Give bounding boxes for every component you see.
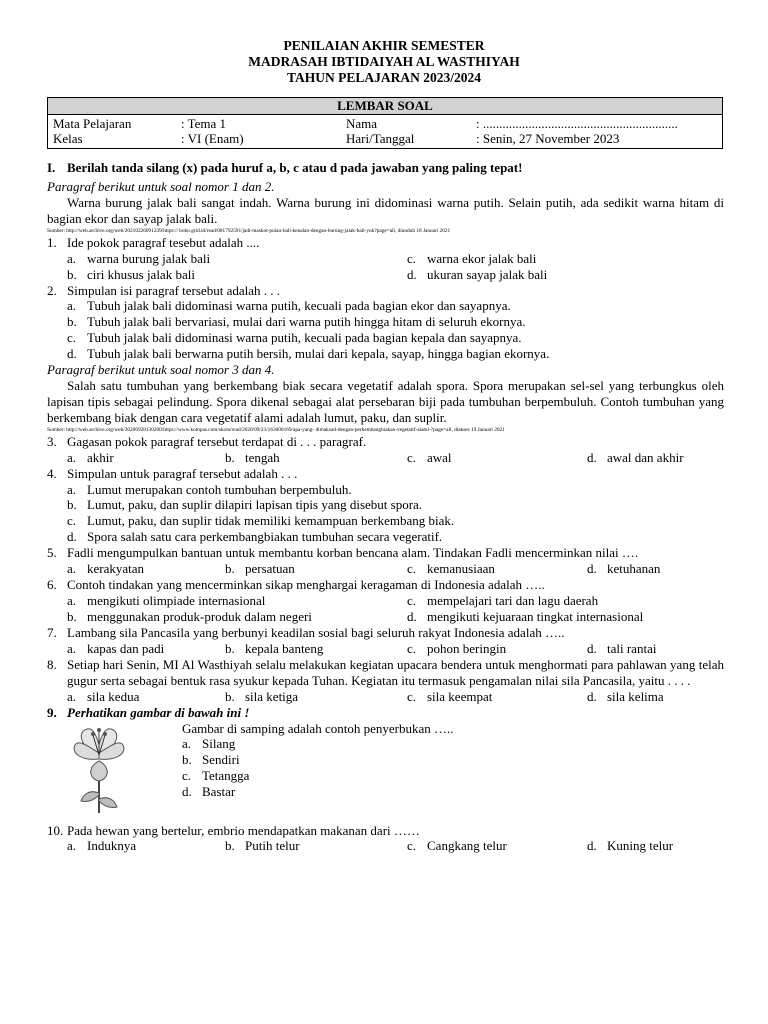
options-row: [47, 593, 724, 609]
question-number: 9.: [47, 704, 57, 720]
flower-image: [69, 723, 129, 815]
option-c[interactable]: c. mempelajari tari dan lagu daerah: [407, 592, 599, 608]
question-text: Fadli mengumpulkan bantuan untuk membantu korban bencana alam. Tindakan Fadli mencerminkan nilai ….: [67, 545, 639, 561]
subject-value: : Tema 1: [181, 116, 227, 131]
passage2-text: Salah satu tumbuhan yang berkembang biak secara vegetatif adalah spora. Spora merupakan sel-sel yang terbungkus oleh lapisan tipis sebagai pelindung. Spora dikenal sebagai alat persebaran biji pada tumbuhan berpembuluh. Contoh tumbuhan yang berkembang biak dengan cara vegetatif alami adalah lumut, paku, dan suplir.: [47, 377, 724, 425]
section-instruction: [47, 160, 724, 176]
options-row: [47, 838, 724, 854]
option-c[interactable]: c. Cangkang telur: [407, 838, 507, 854]
academic-year: TAHUN PELAJARAN 2023/2024: [286, 70, 481, 85]
question-number: 10.: [47, 822, 64, 838]
option-b[interactable]: b. persatuan: [225, 561, 295, 577]
option-b[interactable]: b. kepala banteng: [225, 640, 324, 656]
options-row: [47, 689, 724, 705]
question-10: [47, 823, 724, 839]
question-number: 3.: [47, 433, 57, 449]
date-label: Hari/Tanggal: [346, 131, 415, 146]
passage1-intro: Paragraf berikut untuk soal nomor 1 dan 2.: [47, 178, 275, 194]
option-d[interactable]: d. tali rantai: [587, 640, 657, 656]
option-d[interactable]: d. Tubuh jalak bali berwarna putih bersih, mulai dari kepala, sayap, hingga bagian ekornya.: [67, 346, 550, 362]
option-a[interactable]: a. Tubuh jalak bali didominasi warna putih, kecuali pada bagian ekor dan sayapnya.: [67, 298, 511, 314]
question-number: 7.: [47, 624, 57, 640]
question-9-subtext: Gambar di samping adalah contoh penyerbukan …..: [182, 720, 454, 736]
question-2: [47, 283, 724, 299]
option-d[interactable]: d. ukuran sayap jalak bali: [407, 266, 548, 282]
question-8: [47, 657, 724, 689]
option-b[interactable]: b. Putih telur: [225, 838, 300, 854]
section-number: I.: [47, 160, 56, 175]
class-value: : VI (Enam): [181, 131, 244, 146]
question-number: 6.: [47, 577, 57, 593]
options-row: [47, 561, 724, 577]
name-label: Nama: [346, 116, 378, 131]
question-text: Lambang sila Pancasila yang berbunyi keadilan sosial bagi seluruh rakyat Indonesia adalah …..: [67, 624, 565, 640]
question-number: 1.: [47, 234, 57, 250]
option-a[interactable]: a. Silang: [182, 736, 236, 752]
option-d[interactable]: d. awal dan akhir: [587, 449, 684, 465]
option-b[interactable]: b. Sendiri: [182, 752, 240, 768]
option-c[interactable]: c. kemanusiaan: [407, 561, 495, 577]
option-c[interactable]: c. Tetangga: [182, 768, 250, 784]
date-value: : Senin, 27 November 2023: [476, 131, 620, 146]
question-9-options: [182, 721, 453, 801]
option-a[interactable]: a. akhir: [67, 449, 114, 465]
question-sheet-title: LEMBAR SOAL: [48, 98, 722, 115]
option-a[interactable]: a. sila kedua: [67, 688, 140, 704]
options-row: [47, 450, 724, 466]
exam-header: [0, 0, 768, 86]
option-c[interactable]: c. warna ekor jalak bali: [407, 250, 537, 266]
question-3: [47, 434, 724, 450]
question-6: [47, 577, 724, 593]
options-row: [47, 641, 724, 657]
option-b[interactable]: b. Tubuh jalak bali bervariasi, mulai dari warna putih hingga hitam di seluruh ekornya.: [67, 314, 526, 330]
question-9: [47, 705, 724, 721]
question-number: 2.: [47, 282, 57, 298]
school-name: MADRASAH IBTIDAIYAH AL WASTHIYAH: [248, 54, 520, 69]
option-b[interactable]: b. menggunakan produk-produk dalam negeri: [67, 608, 312, 624]
option-d[interactable]: d. mengikuti kejuaraan tingkat internasional: [407, 608, 644, 624]
option-c[interactable]: c. Tubuh jalak bali didominasi warna putih, kecuali pada bagian kepala dan sayapnya.: [67, 330, 522, 346]
question-7: [47, 625, 724, 641]
option-c[interactable]: c. sila keempat: [407, 688, 493, 704]
question-text: Simpulan untuk paragraf tersebut adalah . . .: [67, 465, 298, 481]
option-d[interactable]: d. Kuning telur: [587, 838, 674, 854]
instruction-text: Berilah tanda silang (x) pada huruf a, b, c atau d pada jawaban yang paling tepat!: [67, 160, 523, 175]
question-text: Pada hewan yang bertelur, embrio mendapatkan makanan dari ……: [67, 822, 420, 838]
header-title: PENILAIAN AKHIR SEMESTER: [283, 38, 485, 53]
option-c[interactable]: c. pohon beringin: [407, 640, 507, 656]
option-c[interactable]: c. awal: [407, 449, 452, 465]
name-field[interactable]: : ............................................................: [476, 116, 678, 131]
question-number: 8.: [47, 656, 57, 672]
question-4: [47, 466, 724, 482]
option-d[interactable]: d. sila kelima: [587, 688, 664, 704]
option-c[interactable]: c. Lumut, paku, dan suplir tidak memiliki kemampuan berkembang biak.: [67, 513, 455, 529]
option-b[interactable]: b. sila ketiga: [225, 688, 299, 704]
question-1: [47, 235, 724, 251]
sheet-row-subject: [48, 116, 722, 131]
option-b[interactable]: b. tengah: [225, 449, 280, 465]
option-d[interactable]: d. Bastar: [182, 784, 236, 800]
question-text: Gagasan pokok paragraf tersebut terdapat di . . . paragraf.: [67, 433, 367, 449]
option-b[interactable]: b. Lumut, paku, dan suplir dilapiri lapisan tipis yang disebut spora.: [67, 497, 423, 513]
question-sheet-box: [47, 97, 723, 149]
sheet-row-class: [48, 131, 722, 146]
passage2-intro: Paragraf berikut untuk soal nomor 3 dan 4.: [47, 362, 275, 378]
class-label: Kelas: [53, 131, 83, 146]
passage1-text: Warna burung jalak bali sangat indah. Warna burung ini didominasi warna putih. Selain putih, ada sedikit warna hitam di bagian ekor dan sayap jalak bali.: [47, 194, 724, 226]
question-number: 4.: [47, 465, 57, 481]
question-number: 5.: [47, 545, 57, 561]
option-a[interactable]: a. kerakyatan: [67, 561, 145, 577]
question-text: Ide pokok paragraf tesebut adalah ....: [67, 234, 260, 250]
question-text: Contoh tindakan yang mencerminkan sikap menghargai keragaman di Indonesia adalah …..: [67, 577, 545, 593]
question-text: Simpulan isi paragraf tersebut adalah . . .: [67, 282, 280, 298]
question-text: Perhatikan gambar di bawah ini !: [67, 704, 250, 720]
question-9-body: [47, 721, 724, 823]
option-b[interactable]: b. ciri khusus jalak bali: [67, 266, 195, 282]
question-5: [47, 545, 724, 561]
option-a[interactable]: a. Induknya: [67, 838, 137, 854]
options-row: [47, 267, 724, 283]
subject-label: Mata Pelajaran: [53, 116, 132, 131]
question-text: Setiap hari Senin, MI Al Wasthiyah selalu melakukan kegiatan upacara bendera untuk menghormati para pahlawan yang telah gugur serta sebagai bentuk rasa syukur kepada Tuhan. Kegiatan itu termasuk pengamalan nilai sila Pancasila, yaitu . . . .: [67, 656, 724, 688]
questions-content: [47, 160, 724, 854]
option-d[interactable]: d. ketuhanan: [587, 561, 661, 577]
options-row: [47, 609, 724, 625]
option-a[interactable]: a. kapas dan padi: [67, 640, 165, 656]
passage1-source: Sumber: http://web.archive.org/web/20210226091239/https:// bobo.grid.id/read/081792591/jadi-maskot-pulau-bali-kenalan-dengan-burung-jalak-bali-yuk?page=all, diunduh 18 Januari 2021: [47, 227, 451, 234]
passage2-source: Sumber: http://web.archive.org/web/20200928130200/https://www.kompas.com/skola/read/2020/09/23/163000169/apa-yang- dimaksud-dengan-perkembangbiakan-vegetatif-alami-?page=all, diakses 19 Januari 2021: [47, 426, 505, 433]
option-d[interactable]: d. Spora salah satu cara perkembangbiakan tumbuhan secara vegeratif.: [67, 529, 443, 545]
option-a[interactable]: a. Lumut merupakan contoh tumbuhan berpembuluh.: [67, 481, 352, 497]
option-a[interactable]: a. warna burung jalak bali: [67, 250, 211, 266]
option-a[interactable]: a. mengikuti olimpiade internasional: [67, 592, 266, 608]
options-row: [47, 251, 724, 267]
